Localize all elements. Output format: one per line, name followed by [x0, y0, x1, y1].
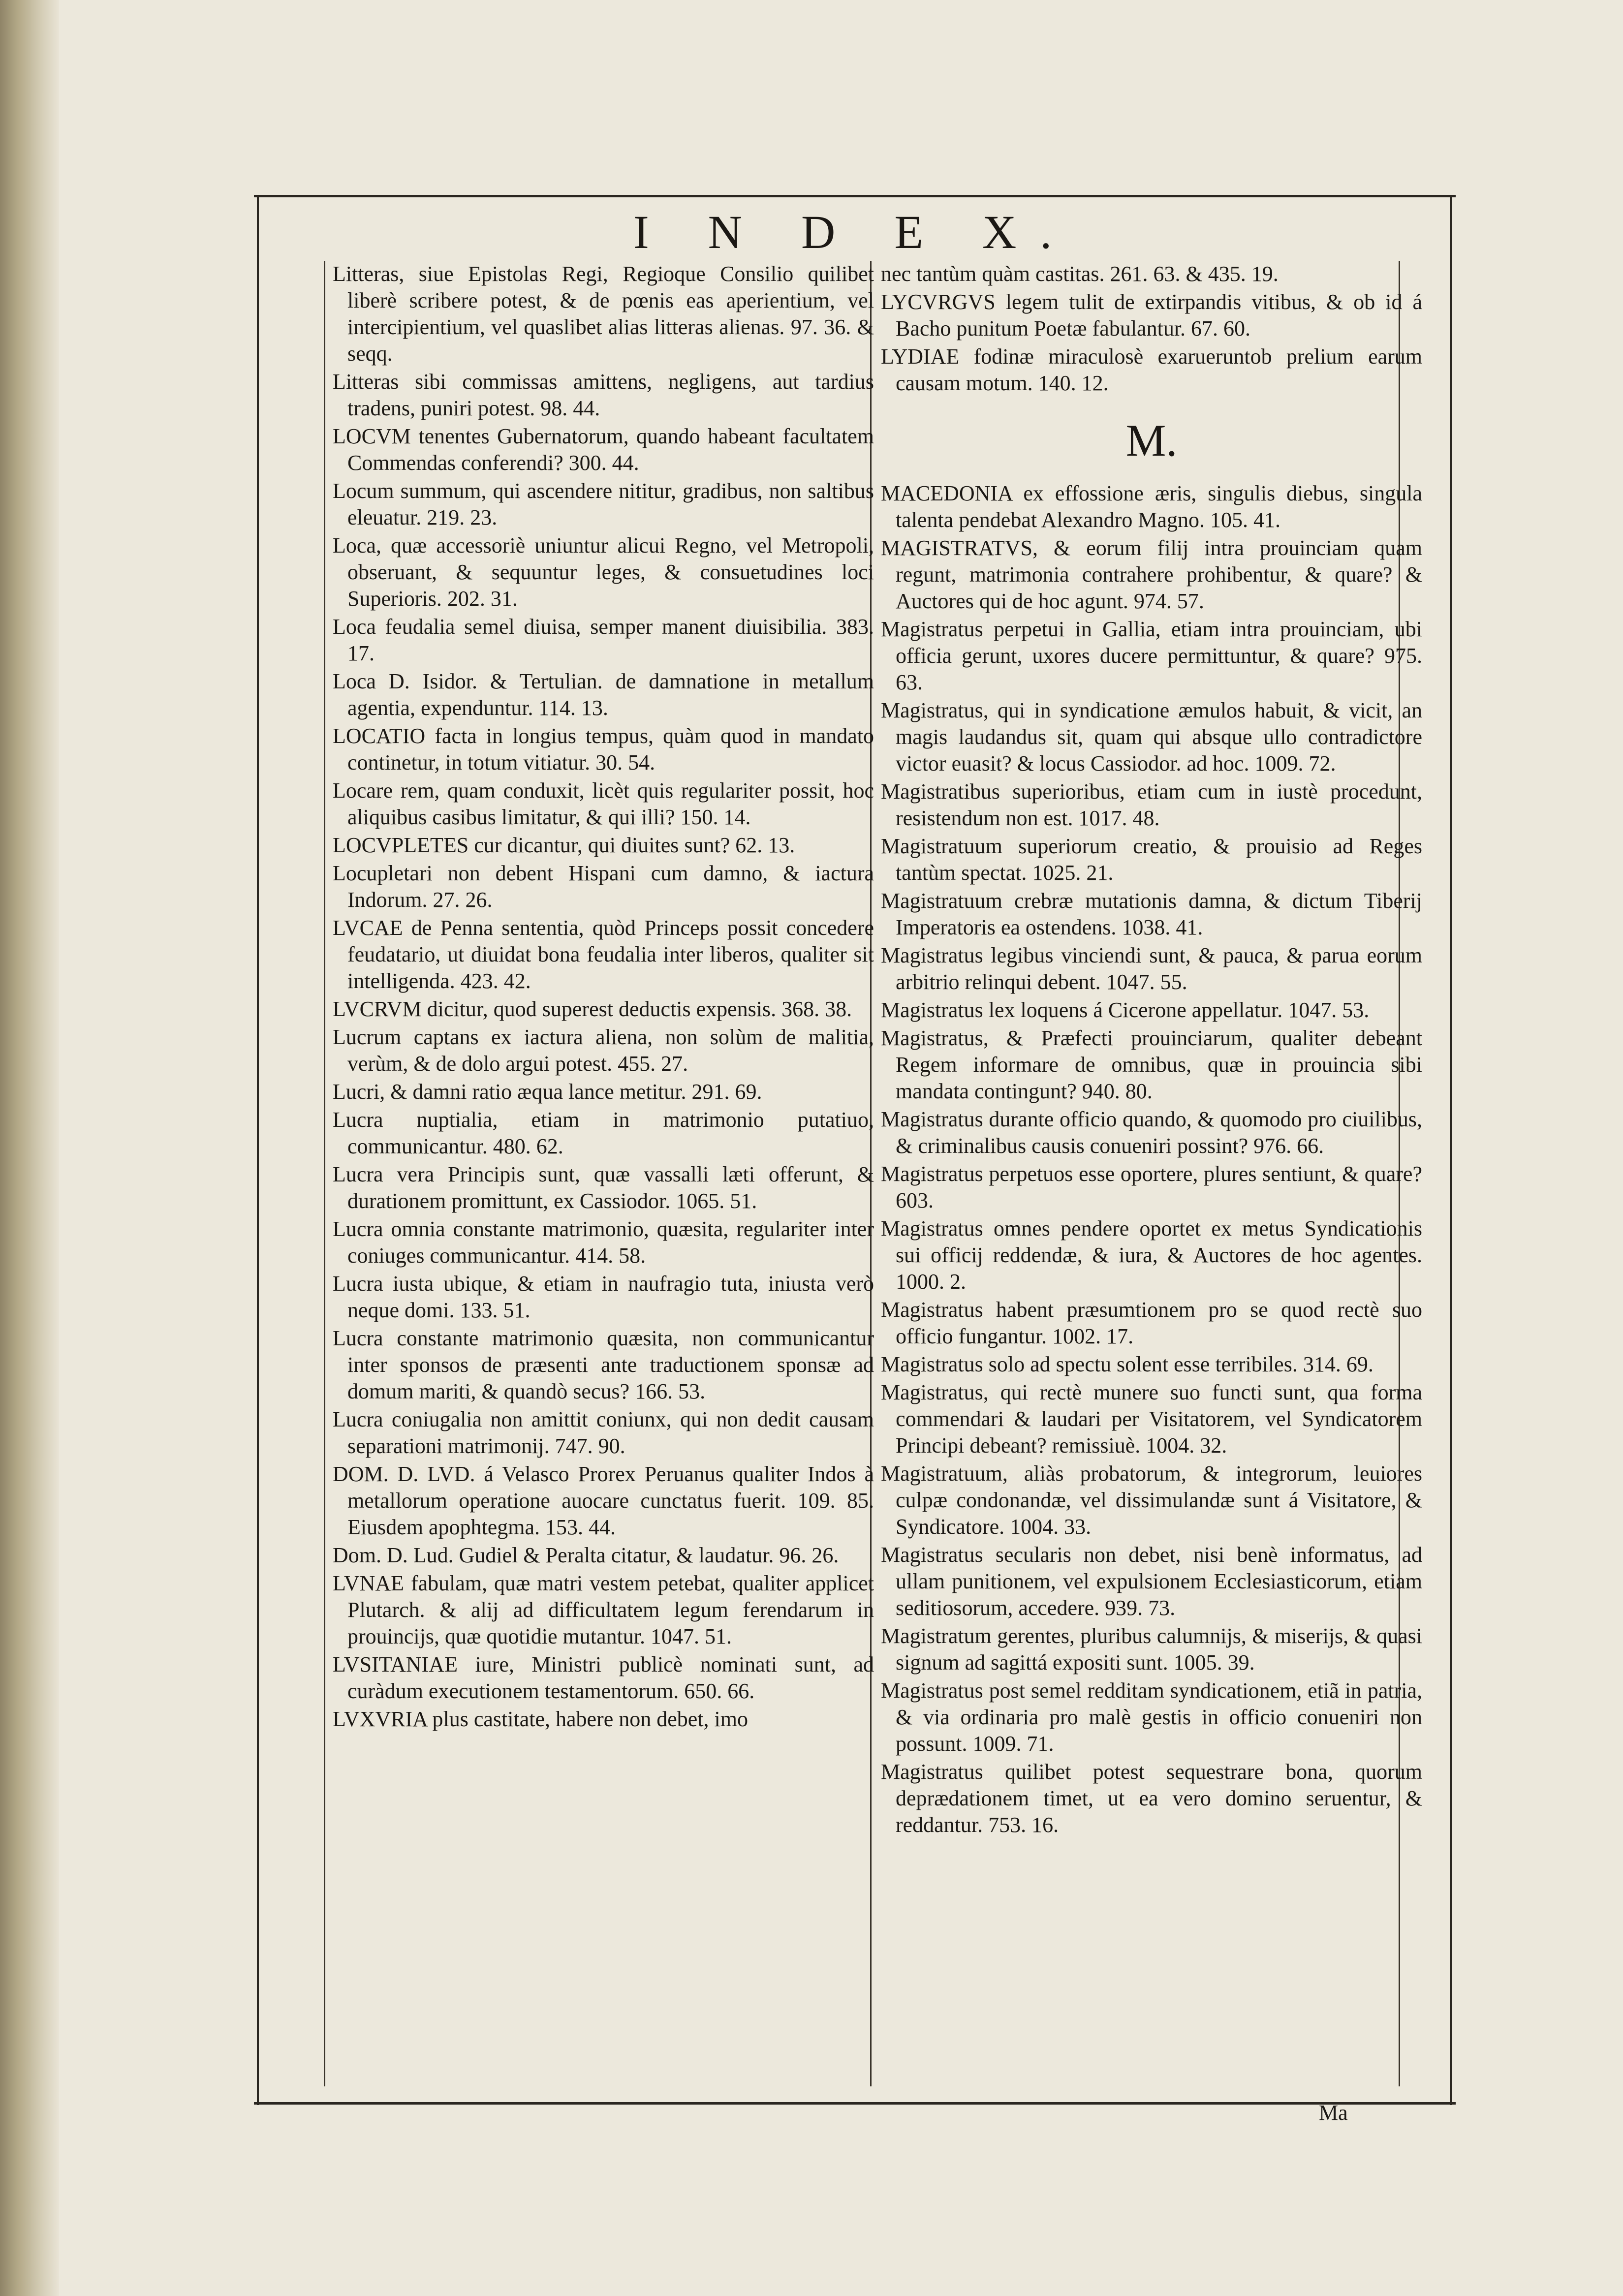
bottom-rule [254, 2102, 1456, 2105]
index-entry: Magistratus, qui rectè munere suo functi sunt, qua forma commendari & laudari per Visitatorem, vel Syndicatorem Principi debeant? remissiuè. 1004. 32. [881, 1380, 1422, 1458]
index-entry: Magistratus habent præsumtionem pro se quod rectè suo officio fungantur. 1002. 17. [881, 1298, 1422, 1348]
index-entry: Loca feudalia semel diuisa, semper manent diuisibilia. 383. 17. [333, 615, 874, 665]
index-entry: Magistratus omnes pendere oportet ex metus Syndicationis sui officij reddendæ, & iura, & Auctores de hoc agentes. 1000. 2. [881, 1216, 1422, 1294]
left-column-rule [324, 261, 325, 2086]
index-entry: Lucra omnia constante matrimonio, quæsita, regulariter inter coniuges communicantur. 414. 58. [333, 1217, 874, 1268]
index-entry: Magistratuum superiorum creatio, & prouisio ad Reges tantùm spectat. 1025. 21. [881, 834, 1422, 885]
index-entry: Lucra iusta ubique, & etiam in naufragio tuta, iniusta verò neque domi. 133. 51. [333, 1272, 874, 1322]
index-entry: LYCVRGVS legem tulit de extirpandis vitibus, & ob id á Bacho punitum Poetæ fabulantur. 67. 60. [881, 290, 1422, 341]
index-entry: Dom. D. Lud. Gudiel & Peralta citatur, & laudatur. 96. 26. [333, 1543, 839, 1567]
index-entry: Magistratus post semel redditam syndicationem, etiã in patria, & via ordinaria pro malè gestis in officio conueniri non possunt. 1009. 71. [881, 1678, 1422, 1756]
index-entry: MAGISTRATVS, & eorum filij intra prouinciam quam regunt, matrimonia contrahere prohibentur, & quare? & Auctores qui de hoc agunt. 974. 57. [881, 536, 1422, 613]
left-column [333, 261, 874, 2086]
index-entry: LOCATIO facta in longius tempus, quàm quod in mandato continetur, in totum vitiatur. 30. 54. [333, 724, 874, 775]
index-entry: Litteras, siue Epistolas Regi, Regioque Consilio quilibet liberè scribere potest, & de pœnis eas aperientium, vel intercipientium, vel quaslibet alias litteras alienas. 97. 36. & seqq. [333, 262, 874, 366]
index-entry: Lucra vera Principis sunt, quæ vassalli læti offerunt, & durationem promittunt, ex Cassiodor. 1065. 51. [333, 1162, 874, 1213]
index-entry: Magistratuum, aliàs probatorum, & integrorum, leuiores culpæ condonandæ, vel dissimulandæ sunt á Visitatore, & Syndicatore. 1004. 33. [881, 1461, 1422, 1539]
index-entry: LYDIAE fodinæ miraculosè exarueruntob prelium earum causam motum. 140. 12. [881, 344, 1422, 395]
index-entry: Locupletari non debent Hispani cum damno, & iactura Indorum. 27. 26. [333, 861, 874, 912]
index-entry: LOCVM tenentes Gubernatorum, quando habeant facultatem Commendas conferendi? 300. 44. [333, 424, 874, 475]
index-entry: Locum summum, qui ascendere nititur, gradibus, non saltibus eleuatur. 219. 23. [333, 479, 874, 529]
right-column [881, 261, 1422, 2086]
index-entry: Magistratus solo ad spectu solent esse terribiles. 314. 69. [881, 1352, 1373, 1376]
index-entry: Litteras sibi commissas amittens, negligens, aut tardius tradens, puniri potest. 98. 44. [333, 370, 874, 420]
index-entry: LVXVRIA plus castitate, habere non debet, imo [333, 1707, 748, 1731]
page-title: I N D E X. [633, 206, 1076, 258]
index-entry: MACEDONIA ex effossione æris, singulis diebus, singula talenta pendebat Alexandro Magno. 105. 41. [881, 481, 1422, 532]
index-entry: DOM. D. LVD. á Velasco Prorex Peruanus qualiter Indos à metallorum operatione auocare cunctatus fuerit. 109. 85. Eiusdem apophtegma. 153. 44. [333, 1462, 874, 1539]
index-entry: Magistratum gerentes, pluribus calumnijs, & miserijs, & quasi signum ad sagittá expositi sunt. 1005. 39. [881, 1624, 1422, 1675]
index-entry: Locare rem, quam conduxit, licèt quis regulariter possit, hoc aliquibus casibus limitatur, & qui illi? 150. 14. [333, 778, 874, 829]
index-entry: Magistratus legibus vinciendi sunt, & pauca, & parua eorum arbitrio relinqui debent. 1047. 55. [881, 943, 1422, 994]
index-entry: LVNAE fabulam, quæ matri vestem petebat, qualiter applicet Plutarch. & alij ad difficultatem legum ferendarum in prouincijs, quæ quotidie mutantur. 1047. 51. [333, 1571, 874, 1648]
index-entry: Magistratus perpetuos esse oportere, plures sentiunt, & quare? 603. [881, 1162, 1422, 1212]
index-entry: Magistratus lex loquens á Cicerone appellatur. 1047. 53. [881, 998, 1370, 1022]
index-entry: Magistratuum crebræ mutationis damna, & dictum Tiberij Imperatoris ea ostendens. 1038. 41. [881, 889, 1422, 939]
index-entry: Magistratus durante officio quando, & quomodo pro ciuilibus, & criminalibus causis conueniri possint? 976. 66. [881, 1107, 1422, 1158]
index-entry: Magistratibus superioribus, etiam cum in iustè procedunt, resistendum non est. 1017. 48. [881, 779, 1422, 830]
index-entry: Lucra constante matrimonio quæsita, non communicantur inter sponsos de præsenti ante traductionem sponsæ ad domum mariti, & quandò secus? 166. 53. [333, 1326, 874, 1403]
index-entry: Lucra coniugalia non amittit coniunx, qui non dedit causam separationi matrimonij. 747. 90. [333, 1407, 874, 1458]
index-entry: nec tantùm quàm castitas. 261. 63. & 435. 19. [881, 262, 1279, 286]
index-entry: LVCRVM dicitur, quod superest deductis expensis. 368. 38. [333, 997, 852, 1021]
index-entry: Magistratus, & Præfecti prouinciarum, qualiter debeant Regem informare de omnibus, quæ in prouincia sibi mandata contingunt? 940. 80. [881, 1026, 1422, 1103]
index-entry: Lucrum captans ex iactura aliena, non solùm de malitia, verùm, & de dolo argui potest. 455. 27. [333, 1025, 874, 1076]
index-entry: Lucri, & damni ratio æqua lance metitur. 291. 69. [333, 1080, 762, 1104]
index-entry: Magistratus secularis non debet, nisi benè informatus, ad ullam punitionem, vel expulsionem Ecclesiasticorum, etiam seditiosorum, accedere. 939. 73. [881, 1543, 1422, 1620]
section-letter-heading: M. [1125, 415, 1178, 465]
index-entry: Magistratus quilibet potest sequestrare bona, quorum deprædationem timet, ut ea vero domino seruentur, & reddantur. 753. 16. [881, 1760, 1422, 1837]
index-entry: Lucra nuptialia, etiam in matrimonio putatiuo, communicantur. 480. 62. [333, 1108, 874, 1158]
index-entry: Loca D. Isidor. & Tertulian. de damnatione in metallum agentia, expenduntur. 114. 13. [333, 669, 874, 720]
index-entry: Magistratus, qui in syndicatione æmulos habuit, & vicit, an magis laudandus sit, quam qui absque ullo contradictore victor euasit? & locus Cassiodor. ad hoc. 1009. 72. [881, 698, 1422, 776]
index-entry: LVSITANIAE iure, Ministri publicè nominati sunt, ad curàdum executionem testamentorum. 650. 66. [333, 1652, 874, 1703]
catchword: Ma [1319, 2101, 1348, 2125]
index-entry: Magistratus perpetui in Gallia, etiam intra prouinciam, ubi officia gerunt, uxores ducere permittuntur, & quare? 975. 63. [881, 617, 1422, 694]
index-entry: Loca, quæ accessoriè uniuntur alicui Regno, vel Metropoli, obseruant, & sequuntur leges, & consuetudines loci Superioris. 202. 31. [333, 533, 874, 611]
book-spine-edge [0, 0, 59, 2296]
index-entry: LOCVPLETES cur dicantur, qui diuites sunt? 62. 13. [333, 833, 795, 857]
index-entry: LVCAE de Penna sententia, quòd Princeps possit concedere feudatario, ut diuidat bona feudalia inter liberos, qualiter sit intelligenda. 423. 42. [333, 916, 874, 993]
